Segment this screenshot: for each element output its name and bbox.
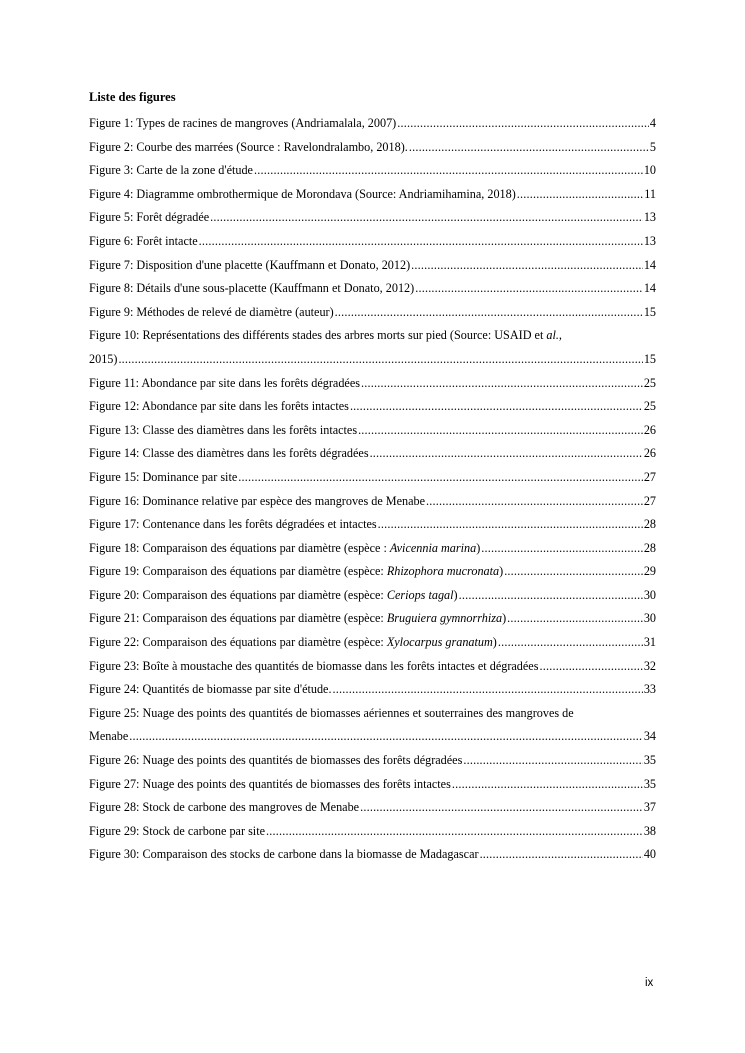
figure-title-part: Figure 9: Méthodes de relevé de diamètre (auteur) bbox=[89, 304, 334, 319]
figure-title-part: Figure 14: Classe des diamètres dans les forêts dégradées bbox=[89, 446, 369, 461]
figure-page-number: 30 bbox=[643, 611, 656, 626]
figure-page-number: 11 bbox=[644, 186, 656, 201]
figure-entry[interactable] bbox=[89, 584, 656, 608]
figure-page-number: 34 bbox=[643, 729, 656, 744]
figure-page-number: 31 bbox=[643, 635, 656, 650]
figure-title-part: Figure 3: Carte de la zone d'étude bbox=[89, 163, 253, 178]
figure-title-part: Figure 28: Stock de carbone des mangroves de Menabe bbox=[89, 800, 360, 815]
dot-leader bbox=[426, 490, 643, 514]
figure-entry-first-line bbox=[89, 702, 656, 726]
figure-title-part: 2015) bbox=[89, 351, 118, 366]
figure-page-number: 37 bbox=[643, 800, 656, 815]
figure-entry[interactable] bbox=[89, 843, 656, 867]
figure-entry[interactable] bbox=[89, 631, 656, 655]
figure-entry[interactable] bbox=[89, 419, 656, 443]
figure-page-number: 27 bbox=[643, 493, 656, 508]
figure-title-part: Figure 15: Dominance par site bbox=[89, 469, 238, 484]
figure-entry-row bbox=[89, 537, 656, 561]
figure-title bbox=[89, 348, 117, 372]
figure-title-part: ) bbox=[492, 635, 497, 650]
figure-title bbox=[89, 796, 359, 820]
figure-title-part: Figure 13: Classe des diamètres dans les forêts intactes bbox=[89, 422, 358, 437]
figure-entry[interactable] bbox=[89, 678, 656, 702]
figure-title bbox=[89, 159, 253, 183]
figure-entry[interactable] bbox=[89, 773, 656, 797]
figure-entry-row bbox=[89, 607, 656, 631]
figure-title-italic: Rhizophora mucronata bbox=[386, 564, 500, 579]
figure-title-part: Figure 12: Abondance par site dans les forêts intactes bbox=[89, 399, 349, 414]
figure-title-part: Figure 22: Comparaison des équations par diamètre (espèce: bbox=[89, 635, 387, 650]
dot-leader bbox=[504, 560, 643, 584]
dot-leader bbox=[370, 442, 643, 466]
dot-leader bbox=[266, 820, 643, 844]
figure-entry-row bbox=[89, 725, 656, 749]
figure-page-number: 38 bbox=[643, 823, 656, 838]
figure-entry[interactable] bbox=[89, 655, 656, 679]
dot-leader bbox=[350, 395, 643, 419]
dot-leader bbox=[539, 655, 642, 679]
page-number: ix bbox=[645, 977, 654, 989]
figure-page-number: 28 bbox=[643, 540, 656, 555]
figure-title-part: ) bbox=[453, 587, 458, 602]
figure-title-part: Figure 20: Comparaison des équations par diamètre (espèce: bbox=[89, 587, 387, 602]
dot-leader bbox=[452, 773, 643, 797]
figure-page-number: 5 bbox=[649, 139, 656, 154]
dot-leader bbox=[210, 206, 643, 230]
dot-leader bbox=[361, 372, 643, 396]
figure-entry-row bbox=[89, 159, 656, 183]
figure-title-part: ) bbox=[499, 564, 504, 579]
figure-entry-row bbox=[89, 442, 656, 466]
figure-page-number: 15 bbox=[643, 351, 656, 366]
figure-title-part: Figure 26: Nuage des points des quantités de biomasses des forêts dégradées bbox=[89, 753, 463, 768]
dot-leader bbox=[335, 301, 643, 325]
figure-entry-row bbox=[89, 749, 656, 773]
figure-title bbox=[89, 607, 506, 631]
figure-title bbox=[89, 584, 458, 608]
dot-leader bbox=[118, 348, 642, 372]
figure-title-part: Figure 19: Comparaison des équations par diamètre (espèce: bbox=[89, 564, 387, 579]
figure-entry-row bbox=[89, 183, 656, 207]
figure-entry-row bbox=[89, 678, 656, 702]
figure-entry[interactable] bbox=[89, 183, 656, 207]
dot-leader bbox=[409, 136, 649, 160]
figure-title-italic: Avicennia marina bbox=[389, 540, 477, 555]
figure-page-number: 26 bbox=[643, 446, 656, 461]
figure-title bbox=[89, 277, 414, 301]
figure-title bbox=[89, 655, 538, 679]
figure-title-italic: al., bbox=[546, 328, 562, 343]
figure-entry[interactable] bbox=[89, 560, 656, 584]
figure-entry-first-line bbox=[89, 324, 656, 348]
figure-title-italic: Ceriops tagal bbox=[386, 587, 454, 602]
dot-leader bbox=[498, 631, 643, 655]
figure-title bbox=[89, 631, 497, 655]
figure-entry[interactable] bbox=[89, 372, 656, 396]
figure-title-part: Figure 18: Comparaison des équations par diamètre (espèce : bbox=[89, 540, 390, 555]
figure-title bbox=[89, 372, 360, 396]
dot-leader bbox=[358, 419, 643, 443]
list-of-figures bbox=[89, 112, 656, 867]
figure-page-number: 13 bbox=[643, 210, 656, 225]
figure-entry-row bbox=[89, 773, 656, 797]
figure-entry-row bbox=[89, 796, 656, 820]
figure-title bbox=[89, 206, 209, 230]
figure-entry[interactable] bbox=[89, 749, 656, 773]
figure-title-part: Menabe bbox=[89, 729, 129, 744]
figure-title-part: Figure 24: Quantités de biomasse par site d'étude. bbox=[89, 682, 332, 697]
figure-page-number: 35 bbox=[643, 776, 656, 791]
figure-title bbox=[89, 773, 451, 797]
figure-entry-row bbox=[89, 513, 656, 537]
figure-page-number: 32 bbox=[643, 658, 656, 673]
figure-page-number: 14 bbox=[643, 257, 656, 272]
dot-leader bbox=[360, 796, 643, 820]
figure-page-number: 26 bbox=[643, 422, 656, 437]
figure-entry[interactable] bbox=[89, 442, 656, 466]
figure-title-part: Figure 16: Dominance relative par espèce des mangroves de Menabe bbox=[89, 493, 426, 508]
figure-title-part: Figure 2: Courbe des marrées (Source : Ravelondralambo, 2018). bbox=[89, 139, 408, 154]
figure-entry-row bbox=[89, 112, 656, 136]
figure-page-number: 25 bbox=[643, 375, 656, 390]
figure-entry-row bbox=[89, 277, 656, 301]
figure-entry[interactable] bbox=[89, 820, 656, 844]
figure-title-part: Figure 17: Contenance dans les forêts dégradées et intactes bbox=[89, 517, 377, 532]
figure-entry-row bbox=[89, 843, 656, 867]
figure-entry[interactable] bbox=[89, 490, 656, 514]
figure-title bbox=[89, 112, 396, 136]
figure-entry-row bbox=[89, 419, 656, 443]
figure-title-part: Figure 10: Représentations des différents stades des arbres morts sur pied (Source: USAID et bbox=[89, 328, 547, 343]
figure-title bbox=[89, 678, 332, 702]
figure-entry[interactable] bbox=[89, 537, 656, 561]
figure-page-number: 4 bbox=[649, 116, 656, 130]
figure-page-number: 30 bbox=[643, 587, 656, 602]
figure-entry-row bbox=[89, 466, 656, 490]
figure-entry-row bbox=[89, 372, 656, 396]
figure-title bbox=[89, 725, 128, 749]
figure-title-part: Figure 23: Boîte à moustache des quantités de biomasse dans les forêts intactes et dégradées bbox=[89, 658, 539, 673]
figure-title bbox=[89, 513, 377, 537]
figure-page-number: 40 bbox=[643, 847, 656, 862]
figure-entry[interactable] bbox=[89, 159, 656, 183]
dot-leader bbox=[199, 230, 643, 254]
figure-entry-row bbox=[89, 206, 656, 230]
figure-title bbox=[89, 254, 410, 278]
dot-leader bbox=[378, 513, 643, 537]
figure-entry[interactable] bbox=[89, 301, 656, 325]
figure-entry-row bbox=[89, 230, 656, 254]
figure-entry-row bbox=[89, 136, 656, 160]
dot-leader bbox=[481, 537, 643, 561]
figure-title-part: Figure 11: Abondance par site dans les forêts dégradées bbox=[89, 375, 360, 390]
figure-title-part: Figure 30: Comparaison des stocks de carbone dans la biomasse de Madagascar bbox=[89, 847, 479, 862]
figure-title bbox=[89, 749, 462, 773]
figure-title bbox=[89, 395, 349, 419]
figure-entry-row bbox=[89, 395, 656, 419]
figure-page-number: 14 bbox=[643, 281, 656, 296]
figure-title bbox=[89, 490, 425, 514]
figure-title bbox=[89, 230, 198, 254]
figure-title-part: Figure 4: Diagramme ombrothermique de Morondava (Source: Andriamihamina, 2018) bbox=[89, 186, 516, 201]
figure-title-part: Figure 8: Détails d'une sous-placette (Kauffmann et Donato, 2012) bbox=[89, 281, 415, 296]
figure-entry[interactable] bbox=[89, 395, 656, 419]
figure-title bbox=[89, 843, 479, 867]
figure-entry-row bbox=[89, 348, 656, 372]
figure-title-part: Figure 7: Disposition d'une placette (Kauffmann et Donato, 2012) bbox=[89, 257, 411, 272]
list-of-figures-heading: Liste des figures bbox=[89, 90, 176, 104]
dot-leader bbox=[517, 183, 643, 207]
figure-page-number: 28 bbox=[643, 517, 656, 532]
figure-title-part: Figure 6: Forêt intacte bbox=[89, 233, 198, 248]
figure-page-number: 29 bbox=[643, 564, 656, 579]
figure-title-part: ) bbox=[476, 540, 481, 555]
dot-leader bbox=[397, 112, 649, 136]
figure-page-number: 13 bbox=[643, 233, 656, 248]
figure-entry-row bbox=[89, 490, 656, 514]
figure-title-part: Figure 21: Comparaison des équations par diamètre (espèce: bbox=[89, 611, 387, 626]
dot-leader bbox=[238, 466, 643, 490]
figure-title bbox=[89, 419, 357, 443]
dot-leader bbox=[480, 843, 643, 867]
figure-entry-row bbox=[89, 655, 656, 679]
figure-entry[interactable] bbox=[89, 513, 656, 537]
figure-title bbox=[89, 183, 516, 207]
figure-page-number: 15 bbox=[643, 304, 656, 319]
figure-title bbox=[89, 537, 480, 561]
figure-entry[interactable] bbox=[89, 206, 656, 230]
figure-title-part: Figure 27: Nuage des points des quantités de biomasses des forêts intactes bbox=[89, 776, 451, 791]
figure-title-part: Figure 1: Types de racines de mangroves (Andriamalala, 2007) bbox=[89, 116, 397, 130]
figure-page-number: 25 bbox=[643, 399, 656, 414]
dot-leader bbox=[254, 159, 643, 183]
figure-page-number: 33 bbox=[643, 682, 656, 697]
figure-entry-row bbox=[89, 560, 656, 584]
figure-title-italic: Xylocarpus granatum bbox=[386, 635, 493, 650]
dot-leader bbox=[463, 749, 642, 773]
figure-title bbox=[89, 301, 334, 325]
figure-entry[interactable] bbox=[89, 702, 656, 749]
figure-entry[interactable] bbox=[89, 254, 656, 278]
figure-page-number: 35 bbox=[643, 753, 656, 768]
figure-entry[interactable] bbox=[89, 796, 656, 820]
figure-entry[interactable] bbox=[89, 112, 656, 136]
figure-title bbox=[89, 442, 369, 466]
figure-entry[interactable] bbox=[89, 136, 656, 160]
dot-leader bbox=[459, 584, 643, 608]
figure-entry[interactable] bbox=[89, 277, 656, 301]
figure-title-part: Figure 25: Nuage des points des quantités de biomasses aériennes et souterraines des mangroves de bbox=[89, 705, 574, 720]
figure-entry-row bbox=[89, 631, 656, 655]
dot-leader bbox=[411, 254, 643, 278]
dot-leader bbox=[415, 277, 643, 301]
dot-leader bbox=[129, 725, 643, 749]
dot-leader bbox=[333, 678, 643, 702]
figure-title-part: Figure 29: Stock de carbone par site bbox=[89, 823, 265, 838]
figure-entry-row bbox=[89, 820, 656, 844]
figure-entry-row bbox=[89, 254, 656, 278]
figure-entry[interactable] bbox=[89, 230, 656, 254]
figure-page-number: 27 bbox=[643, 469, 656, 484]
dot-leader bbox=[507, 607, 643, 631]
figure-entry[interactable] bbox=[89, 607, 656, 631]
figure-title bbox=[89, 136, 408, 160]
figure-page-number: 10 bbox=[643, 163, 656, 178]
figure-entry[interactable] bbox=[89, 324, 656, 371]
figure-title bbox=[89, 820, 265, 844]
figure-entry-row bbox=[89, 584, 656, 608]
figure-title-italic: Bruguiera gymnorrhiza bbox=[386, 611, 503, 626]
figure-title bbox=[89, 466, 237, 490]
figure-title bbox=[89, 560, 503, 584]
figure-title-part: Figure 5: Forêt dégradée bbox=[89, 210, 210, 225]
figure-entry-row bbox=[89, 301, 656, 325]
figure-title-part: ) bbox=[502, 611, 507, 626]
figure-entry[interactable] bbox=[89, 466, 656, 490]
